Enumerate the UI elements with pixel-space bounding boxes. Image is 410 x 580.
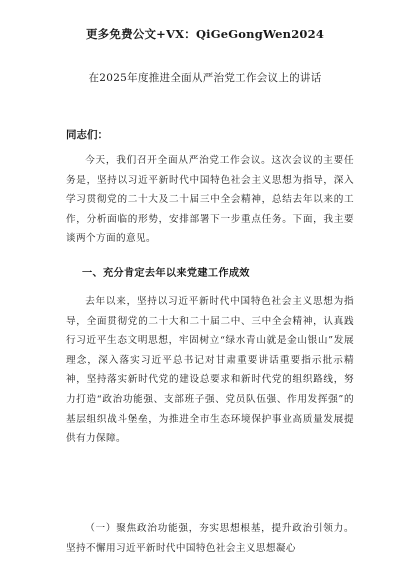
promo-banner: 更多免费公文+VX：QiGeGongWen2024 [85,27,325,41]
opening-paragraph: 今天，我们召开全面从严治党工作会议。这次会议的主要任务是，坚持以习近平新时代中国特色社会主义思想为指导，深入学习贯彻党的二十大及二十届三中全会精神，总结去年以来的工作，分析面临的形势，安排部署下一步重点任务。下面，我主要谈两个方面的意见。 [66,155,354,245]
document-title: 在2025年度推进全面从严治党工作会议上的讲话 [88,72,322,84]
section-paragraph: 去年以来，坚持以习近平新时代中国特色社会主义思想为指导，全面贯彻党的二十大和二十届二中、三中全会精神，认真践行习近平生态文明思想，牢固树立“绿水青山就是金山银山”发展理念，深入落实习近平总书记对甘肃重要讲话重要指示批示精神，坚持落实新时代党的建设总要求和新时代党的组织路线，努力打造“政治功能强、支部班子强、党员队伍强、作用发挥强”的基层组织战斗堡垒，为推进全市生态环境保护事业高质量发展提供有力保障。 [66,296,354,445]
section-heading: 一、充分肯定去年以来党建工作成效 [82,267,250,279]
subsection-paragraph: （一）聚焦政治功能强，夯实思想根基，提升政治引领力。坚持不懈用习近平新时代中国特色社会主义思想凝心 [66,523,354,554]
salutation: 同志们： [66,129,108,141]
